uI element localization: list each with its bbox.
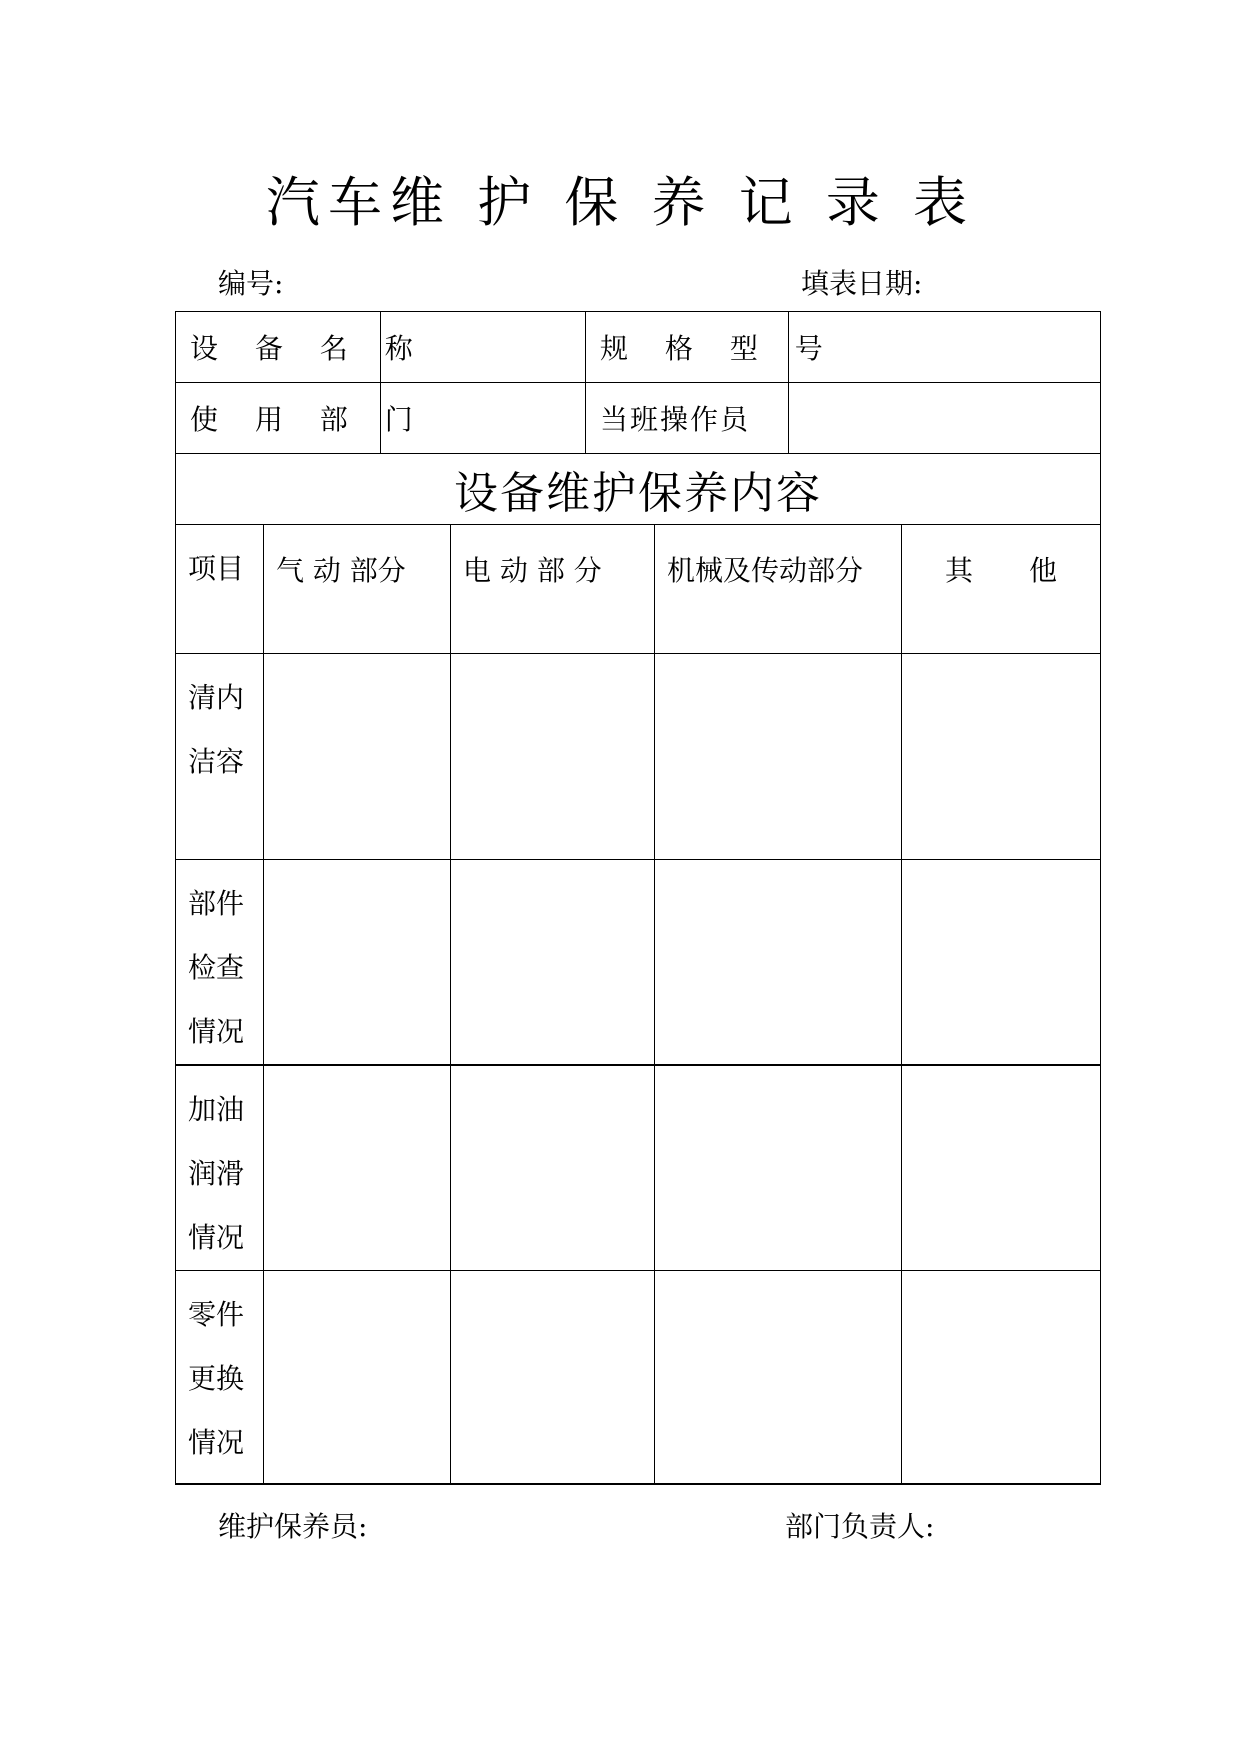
col-head-item-label: 项目	[188, 552, 245, 585]
row-label: 清内 洁容	[188, 681, 245, 778]
mechanical-cell[interactable]	[655, 1271, 902, 1485]
pneumatic-cell[interactable]	[264, 1271, 451, 1485]
table-row	[176, 1065, 1101, 1271]
model-label: 规 格 型 号	[600, 332, 837, 365]
col-head-mechanical	[655, 525, 902, 654]
table-row	[176, 654, 1101, 860]
maintenance-record-table	[175, 311, 1101, 1485]
other-cell[interactable]	[902, 1065, 1101, 1271]
mechanical-cell[interactable]	[655, 860, 902, 1066]
page-title: 汽车维 护 保 养 记 录 表	[266, 171, 975, 234]
table-row	[176, 1271, 1101, 1485]
col-head-other	[902, 525, 1101, 654]
row-label-cell	[176, 654, 264, 860]
row-label: 部件 检查 情况	[188, 887, 245, 1048]
department-head-signature-label: 部门负责人:	[785, 1510, 935, 1543]
other-cell[interactable]	[902, 860, 1101, 1066]
electric-cell[interactable]	[451, 1271, 655, 1485]
electric-cell[interactable]	[451, 654, 655, 860]
fill-date-label: 填表日期:	[801, 267, 923, 300]
col-head-other-label: 其 他	[945, 554, 1058, 587]
col-head-item	[176, 525, 264, 654]
serial-number-label: 编号:	[218, 267, 284, 300]
col-head-pneumatic-label: 气 动 部分	[276, 554, 406, 587]
pneumatic-cell[interactable]	[264, 860, 451, 1066]
table-row	[176, 860, 1101, 1066]
electric-cell[interactable]	[451, 1065, 655, 1271]
col-head-mechanical-label: 机械及传动部分	[667, 554, 864, 587]
department-label-cell	[176, 383, 427, 454]
electric-cell[interactable]	[451, 860, 655, 1066]
info-row-equipment	[176, 312, 1101, 383]
row-label-cell	[176, 1065, 264, 1271]
other-cell[interactable]	[902, 654, 1101, 860]
pneumatic-cell[interactable]	[264, 654, 451, 860]
section-title: 设备维护保养内容	[176, 454, 1101, 525]
row-label: 零件 更换 情况	[188, 1298, 245, 1459]
info-row-department	[176, 383, 1101, 454]
operator-field[interactable]	[789, 383, 1101, 454]
pneumatic-cell[interactable]	[264, 1065, 451, 1271]
col-head-pneumatic	[264, 525, 451, 654]
equipment-name-label-cell	[176, 312, 427, 383]
row-label: 加油 润滑 情况	[188, 1093, 245, 1254]
operator-label-cell	[586, 383, 789, 454]
row-label-cell	[176, 860, 264, 1066]
col-head-electric-label: 电 动 部 分	[463, 554, 602, 587]
department-label: 使 用 部 门	[190, 403, 427, 436]
section-header-row	[176, 454, 1101, 525]
operator-label: 当班操作员	[600, 403, 751, 436]
other-cell[interactable]	[902, 1271, 1101, 1485]
mechanical-cell[interactable]	[655, 1065, 902, 1271]
column-header-row	[176, 525, 1101, 654]
maintainer-signature-label: 维护保养员:	[218, 1510, 368, 1543]
model-label-cell	[586, 312, 837, 383]
equipment-name-label: 设 备 名 称	[190, 332, 427, 365]
row-label-cell	[176, 1271, 264, 1485]
col-head-electric	[451, 525, 655, 654]
mechanical-cell[interactable]	[655, 654, 902, 860]
